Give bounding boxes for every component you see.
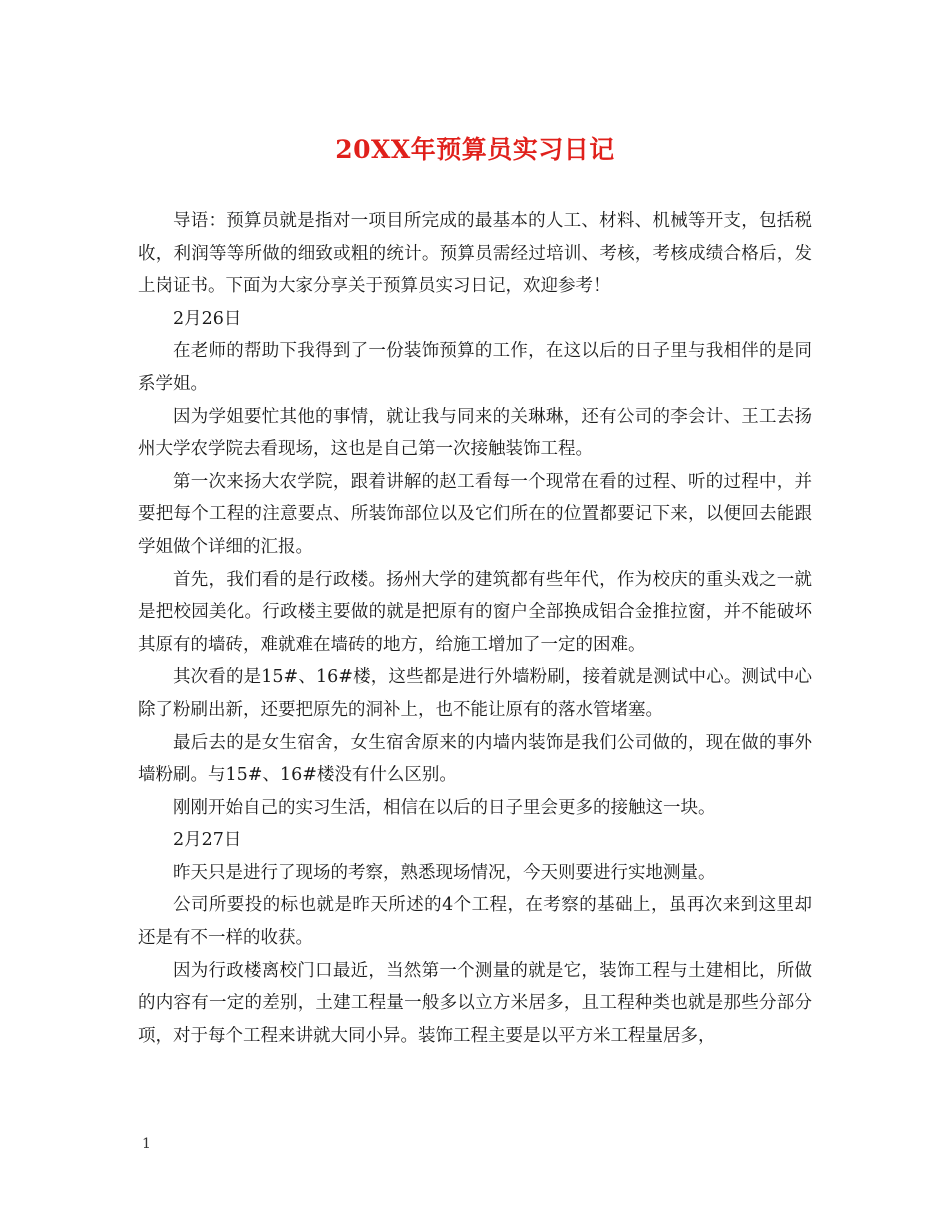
paragraph: 公司所要投的标也就是昨天所述的4个工程，在考察的基础上，虽再次来到这里却还是有不一样的收获。 bbox=[138, 895, 812, 949]
paragraph: 最后去的是女生宿舍，女生宿舍原来的内墙内装饰是我们公司做的，现在做的事外墙粉刷。与15#、16#楼没有什么区别。 bbox=[138, 732, 812, 786]
paragraph: 昨天只是进行了现场的考察，熟悉现场情况，今天则要进行实地测量。 bbox=[173, 862, 716, 883]
paragraph: 因为学姐要忙其他的事情，就让我与同来的关琳琳，还有公司的李会计、王工去扬州大学农学院去看现场，这也是自己第一次接触装饰工程。 bbox=[138, 406, 812, 460]
document-body bbox=[138, 205, 812, 1052]
paragraph: 第一次来扬大农学院，跟着讲解的赵工看每一个现常在看的过程、听的过程中，并要把每个工程的注意要点、所装饰部位以及它们所在的位置都要记下来，以便回去能跟学姐做个详细的汇报。 bbox=[138, 471, 812, 557]
paragraph: 在老师的帮助下我得到了一份装饰预算的工作，在这以后的日子里与我相伴的是同系学姐。 bbox=[138, 341, 812, 394]
date-heading: 2月26日 bbox=[173, 308, 242, 329]
paragraph: 刚刚开始自己的实习生活，相信在以后的日子里会更多的接触这一块。 bbox=[173, 797, 716, 818]
page-number: 1 bbox=[142, 1136, 151, 1152]
date-heading: 2月27日 bbox=[173, 830, 242, 851]
paragraph: 其次看的是15#、16#楼，这些都是进行外墙粉刷，接着就是测试中心。测试中心除了粉刷出新，还要把原先的洞补上，也不能让原有的落水管堵塞。 bbox=[138, 667, 812, 720]
document-title: 20XX年预算员实习日记 bbox=[335, 135, 615, 164]
paragraph: 首先，我们看的是行政楼。扬州大学的建筑都有些年代，作为校庆的重头戏之一就是把校园美化。行政楼主要做的就是把原有的窗户全部换成铝合金推拉窗，并不能破坏其原有的墙砖，难就难在墙砖的地方，给施工增加了一定的困难。 bbox=[138, 569, 812, 655]
paragraph-intro: 导语：预算员就是指对一项目所完成的最基本的人工、材料、机械等开支，包括税收，利润等等所做的细致或粗的统计。预算员需经过培训、考核，考核成绩合格后，发上岗证书。下面为大家分享关于预算员实习日记，欢迎参考！ bbox=[138, 211, 812, 297]
paragraph: 因为行政楼离校门口最近，当然第一个测量的就是它，装饰工程与土建相比，所做的内容有一定的差别，土建工程量一般多以立方米居多，且工程种类也就是那些分部分项，对于每个工程来讲就大同小异。装饰工程主要是以平方米工程量居多， bbox=[138, 960, 812, 1046]
